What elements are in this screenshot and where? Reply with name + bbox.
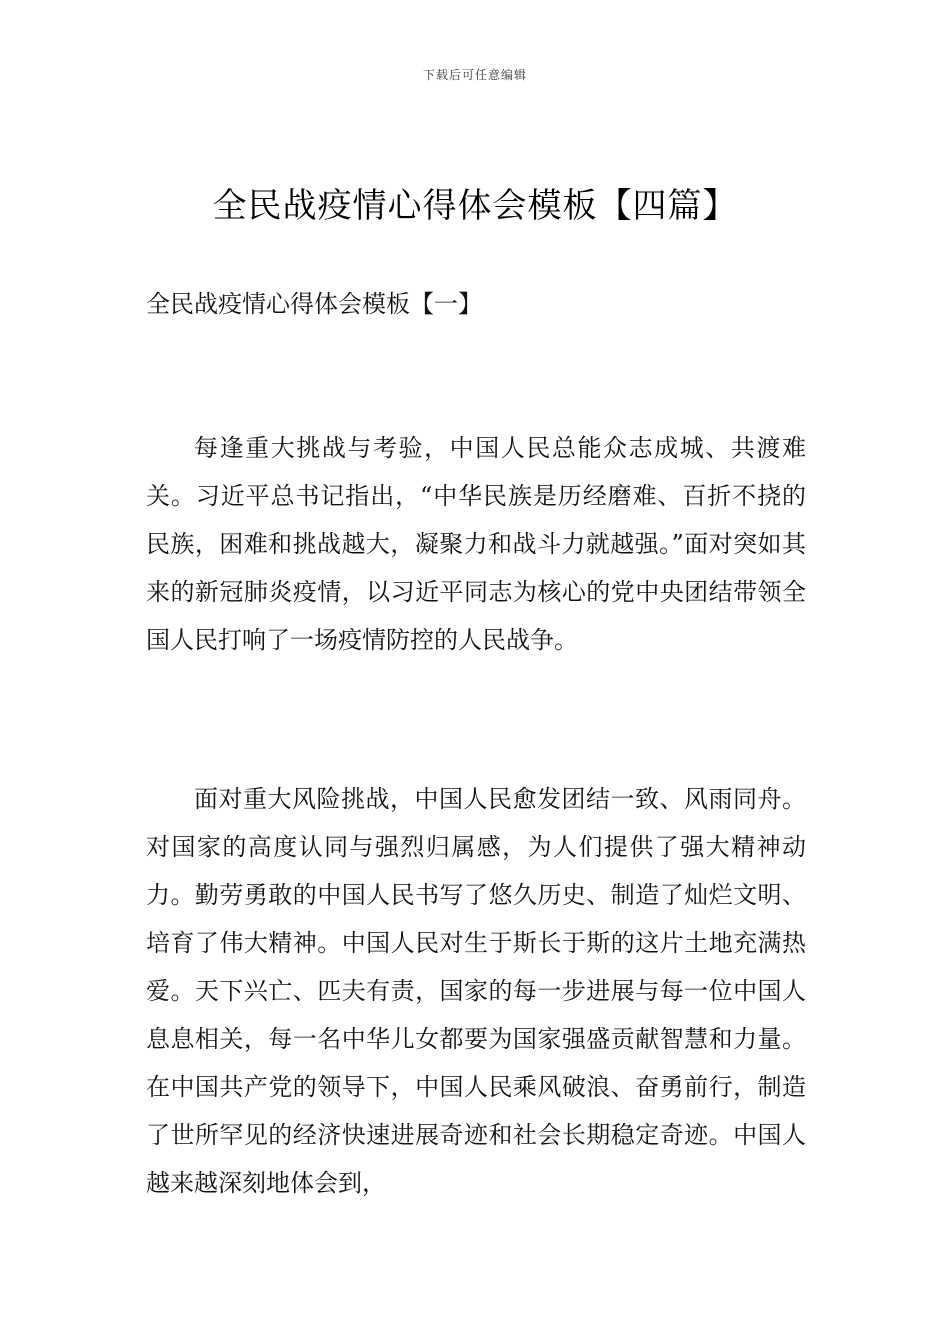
body-paragraph-2: 面对重大风险挑战，中国人民愈发团结一致、风雨同舟。对国家的高度认同与强烈归属感，为人们提供了强大精神动力。勤劳勇敢的中国人民书写了悠久历史、制造了灿烂文明、培育了伟大精神。中国人民对生于斯长于斯的这片土地充满热爱。天下兴亡、匹夫有责，国家的每一步进展与每一位中国人息息相关，每一名中华儿女都要为国家强盛贡献智慧和力量。在中国共产党的领导下，中国人民乘风破浪、奋勇前行，制造了世所罕见的经济快速进展奇迹和社会长期稳定奇迹。中国人越来越深刻地体会到， (146, 785, 806, 1197)
body-paragraph-1: 每逢重大挑战与考验，中国人民总能众志成城、共渡难关。习近平总书记指出，“中华民族是历经磨难、百折不挠的民族，困难和挑战越大，凝聚力和战斗力就越强。”面对突如其来的新冠肺炎疫情，以习近平同志为核心的党中央团结带领全国人民打响了一场疫情防控的人民战争。 (146, 434, 806, 654)
section-heading: 全民战疫情心得体会模板【一】 (146, 290, 482, 318)
document-title: 全民战疫情心得体会模板【四篇】 (212, 186, 738, 226)
page-header-note: 下载后可任意编辑 (422, 68, 527, 82)
